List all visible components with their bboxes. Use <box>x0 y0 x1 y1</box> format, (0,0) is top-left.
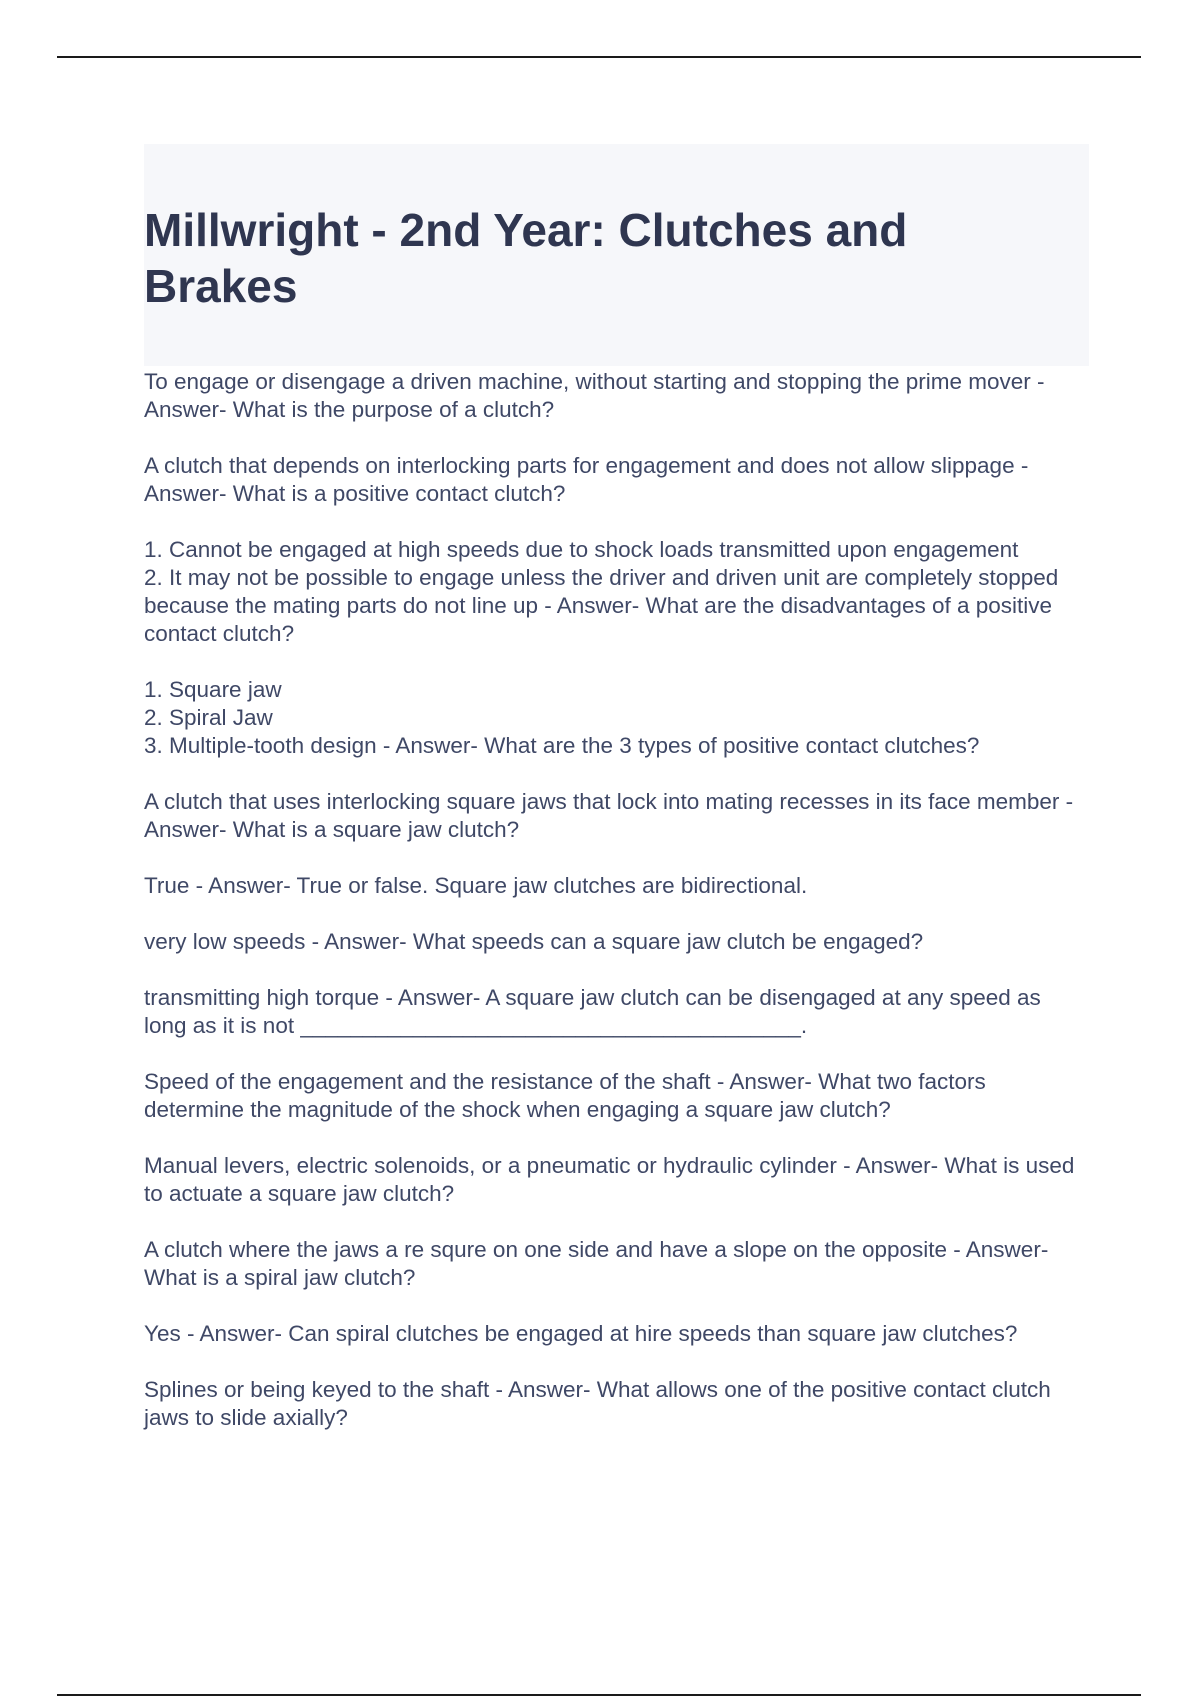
qa-item-8: transmitting high torque - Answer- A square jaw clutch can be disengaged at any speed as long as it is not ________________________________________. <box>144 985 1041 1038</box>
qa-item-6: True - Answer- True or false. Square jaw clutches are bidirectional. <box>144 873 808 898</box>
qa-item-9: Speed of the engagement and the resistance of the shaft - Answer- What two factors determine the magnitude of the shock when engaging a square jaw clutch? <box>144 1069 986 1122</box>
bottom-rule <box>57 1694 1141 1696</box>
qa-item-1: To engage or disengage a driven machine, without starting and stopping the prime mover - Answer- What is the purpose of a clutch? <box>144 369 1045 422</box>
qa-item-5: A clutch that uses interlocking square jaws that lock into mating recesses in its face member - Answer- What is a square jaw clutch? <box>144 789 1074 842</box>
top-rule <box>57 56 1141 58</box>
qa-item-2: A clutch that depends on interlocking parts for engagement and does not allow slippage - Answer- What is a positive contact clutch? <box>144 453 1029 506</box>
qa-item-4: 1. Square jaw 2. Spiral Jaw 3. Multiple-tooth design - Answer- What are the 3 types of positive contact clutches? <box>144 677 980 758</box>
qa-item-13: Splines or being keyed to the shaft - Answer- What allows one of the positive contact clutch jaws to slide axially? <box>144 1377 1051 1430</box>
qa-item-12: Yes - Answer- Can spiral clutches be engaged at hire speeds than square jaw clutches? <box>144 1321 1018 1346</box>
qa-list <box>144 368 1089 1460</box>
page-title: Millwright - 2nd Year: Clutches and Brakes <box>144 204 908 312</box>
qa-item-11: A clutch where the jaws a re squre on one side and have a slope on the opposite - Answer- What is a spiral jaw clutch? <box>144 1237 1049 1290</box>
title-block <box>144 144 1089 366</box>
qa-item-10: Manual levers, electric solenoids, or a pneumatic or hydraulic cylinder - Answer- What is used to actuate a square jaw clutch? <box>144 1153 1075 1206</box>
qa-item-7: very low speeds - Answer- What speeds can a square jaw clutch be engaged? <box>144 929 924 954</box>
qa-item-3: 1. Cannot be engaged at high speeds due to shock loads transmitted upon engagement 2. It may not be possible to engage unless the driver and driven unit are completely stopped because the mating parts do not line up - Answer- What are the disadvantages of a positive contact clutch? <box>144 537 1059 646</box>
